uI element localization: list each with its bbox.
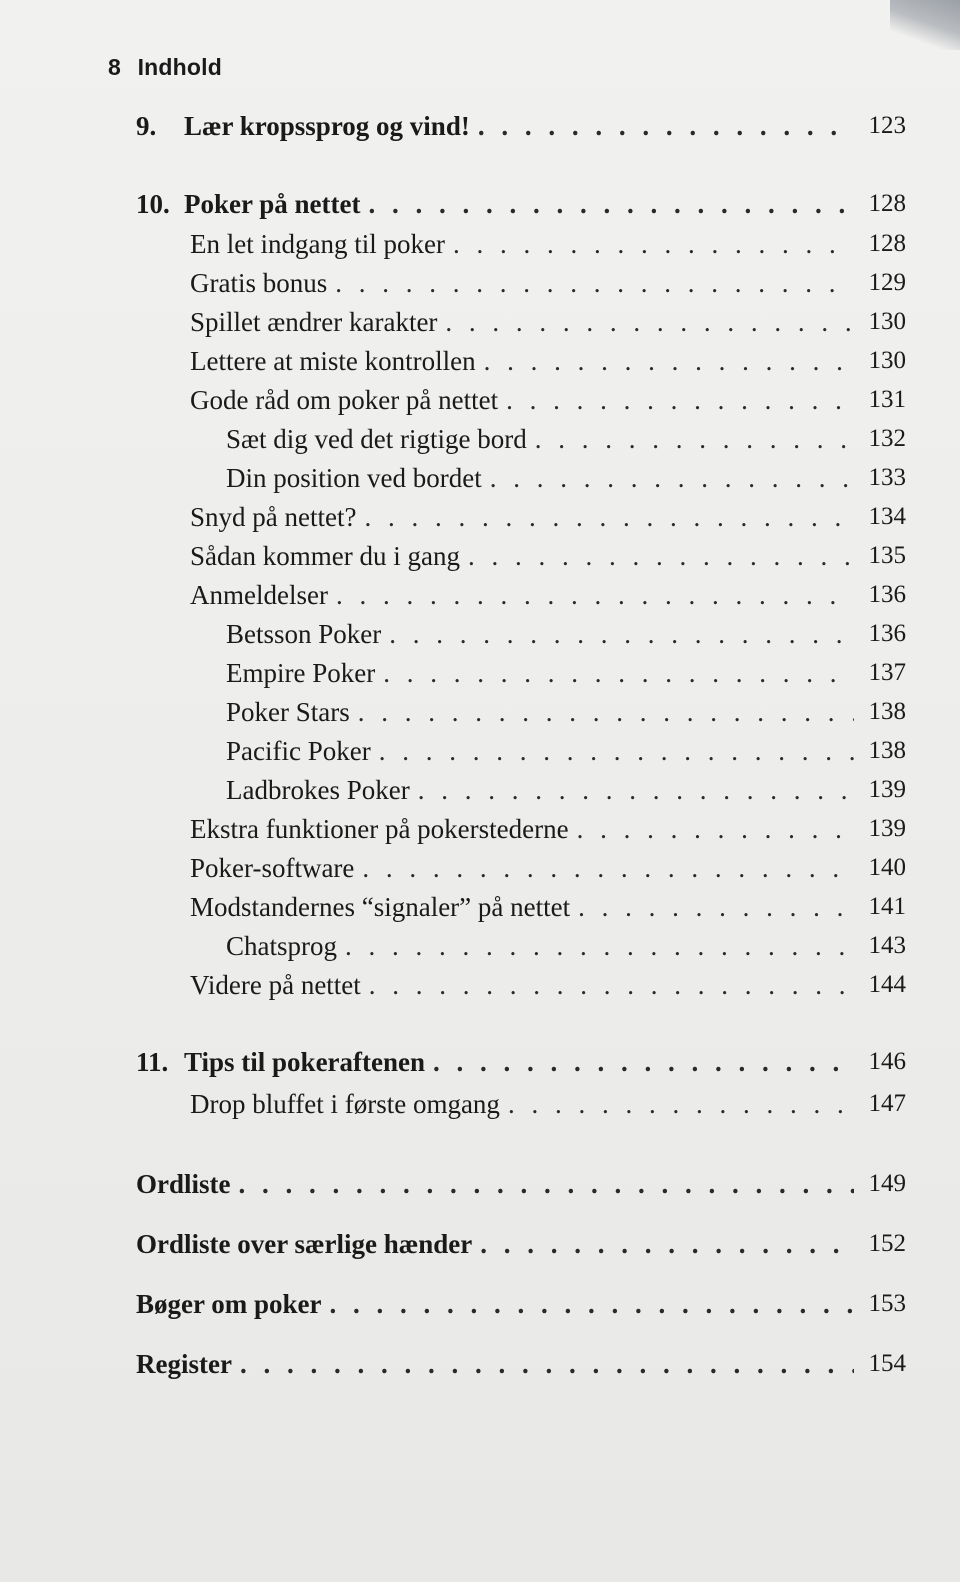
- dot-leader: [478, 110, 854, 142]
- toc-subentry: [226, 727, 906, 767]
- entry-page: 146: [868, 1048, 906, 1075]
- entry-page: 140: [868, 854, 906, 881]
- toc-entry-chapter-11: [136, 1038, 906, 1078]
- toc-entry: [190, 532, 906, 572]
- entry-title: Ordliste: [136, 1169, 231, 1199]
- entry-title: Drop bluffet i første omgang: [190, 1089, 500, 1119]
- dot-leader: [369, 969, 854, 1001]
- entry-page: 128: [868, 230, 906, 257]
- entry-title: Gratis bonus: [190, 268, 328, 298]
- toc-entry-appendix: [136, 1160, 906, 1200]
- entry-page: 139: [868, 776, 906, 803]
- entry-page: 134: [868, 503, 906, 530]
- dot-leader: [335, 267, 854, 299]
- dot-leader: [490, 462, 854, 494]
- dot-leader: [577, 813, 854, 845]
- dot-leader: [433, 1046, 854, 1078]
- entry-page: 129: [868, 269, 906, 296]
- toc-entry: [190, 961, 906, 1001]
- toc-subentry: [226, 415, 906, 455]
- header-page-number: 8: [108, 54, 121, 80]
- toc-entry-appendix: [136, 1340, 906, 1380]
- toc-subentry: [226, 454, 906, 494]
- toc-entry: [190, 376, 906, 416]
- entry-title: Modstandernes “signaler” på nettet: [190, 892, 571, 922]
- chapter-number: 9.: [136, 111, 157, 141]
- entry-title: Poker Stars: [226, 697, 350, 727]
- entry-title: Tips til pokeraftenen: [184, 1047, 426, 1077]
- chapter-number: 10.: [136, 189, 170, 219]
- entry-page: 138: [868, 737, 906, 764]
- toc-subentry: [226, 922, 906, 962]
- dot-leader: [508, 1088, 854, 1120]
- entry-title: Poker på nettet: [184, 189, 361, 219]
- entry-page: 141: [868, 893, 906, 920]
- dot-leader: [535, 423, 854, 455]
- entry-title: Anmeldelser: [190, 580, 328, 610]
- dot-leader: [239, 1168, 855, 1200]
- dot-leader: [418, 774, 854, 806]
- entry-page: 130: [868, 347, 906, 374]
- dot-leader: [345, 930, 854, 962]
- entry-page: 128: [868, 190, 906, 217]
- entry-page: 144: [868, 971, 906, 998]
- dot-leader: [578, 891, 854, 923]
- toc-subentry: [226, 688, 906, 728]
- dot-leader: [480, 1228, 854, 1260]
- entry-page: 154: [868, 1350, 906, 1377]
- dot-leader: [362, 852, 854, 884]
- toc-entry: [190, 844, 906, 884]
- entry-title: Pacific Poker: [226, 736, 371, 766]
- entry-title: Lær kropssprog og vind!: [184, 111, 470, 141]
- entry-title: Gode råd om poker på nettet: [190, 385, 499, 415]
- dot-leader: [329, 1288, 854, 1320]
- toc-entry-appendix: [136, 1280, 906, 1320]
- entry-page: 149: [868, 1170, 906, 1197]
- entry-title: Lettere at miste kontrollen: [190, 346, 476, 376]
- entry-title: Ekstra funktioner på pokerstederne: [190, 814, 569, 844]
- dot-leader: [383, 657, 854, 689]
- dot-leader: [506, 384, 854, 416]
- entry-title: Spillet ændrer karakter: [190, 307, 438, 337]
- dot-leader: [358, 696, 854, 728]
- entry-page: 138: [868, 698, 906, 725]
- entry-page: 153: [868, 1290, 906, 1317]
- toc-entry: [190, 571, 906, 611]
- toc-subentry: [226, 649, 906, 689]
- toc-entry: [190, 220, 906, 260]
- entry-title: Snyd på nettet?: [190, 502, 357, 532]
- toc-entry: [190, 298, 906, 338]
- toc-subentry: [226, 610, 906, 650]
- entry-title: Ordliste over særlige hænder: [136, 1229, 473, 1259]
- entry-page: 133: [868, 464, 906, 491]
- entry-page: 152: [868, 1230, 906, 1257]
- entry-page: 139: [868, 815, 906, 842]
- entry-title: Videre på nettet: [190, 970, 361, 1000]
- dot-leader: [453, 228, 854, 260]
- entry-page: 136: [868, 620, 906, 647]
- toc-entry-appendix: [136, 1220, 906, 1260]
- entry-title: Empire Poker: [226, 658, 376, 688]
- entry-page: 137: [868, 659, 906, 686]
- entry-page: 136: [868, 581, 906, 608]
- entry-page: 132: [868, 425, 906, 452]
- entry-page: 147: [868, 1090, 906, 1117]
- entry-title: Chatsprog: [226, 931, 337, 961]
- dot-leader: [484, 345, 854, 377]
- toc-subentry: [226, 766, 906, 806]
- toc-entry: [190, 493, 906, 533]
- dot-leader: [240, 1348, 854, 1380]
- toc-entry: [190, 883, 906, 923]
- dot-leader: [379, 735, 854, 767]
- entry-title: Bøger om poker: [136, 1289, 322, 1319]
- dot-leader: [336, 579, 854, 611]
- dot-leader: [368, 188, 854, 220]
- toc-entry-chapter-9: [136, 102, 906, 142]
- dot-leader: [468, 540, 854, 572]
- entry-page: 130: [868, 308, 906, 335]
- entry-title: Din position ved bordet: [226, 463, 482, 493]
- toc-entry: [190, 259, 906, 299]
- header-title: Indhold: [137, 54, 223, 80]
- entry-title: Sådan kommer du i gang: [190, 541, 460, 571]
- dot-leader: [445, 306, 854, 338]
- entry-page: 143: [868, 932, 906, 959]
- entry-page: 123: [868, 112, 906, 139]
- entry-title: Sæt dig ved det rigtige bord: [226, 424, 527, 454]
- toc-entry: [190, 1080, 906, 1120]
- entry-page: 135: [868, 542, 906, 569]
- toc-entry: [190, 805, 906, 845]
- chapter-number: 11.: [136, 1047, 169, 1077]
- entry-page: 131: [868, 386, 906, 413]
- entry-title: Register: [136, 1349, 232, 1379]
- entry-title: Ladbrokes Poker: [226, 775, 410, 805]
- entry-title: En let indgang til poker: [190, 229, 445, 259]
- toc-entry: [190, 337, 906, 377]
- entry-title: Betsson Poker: [226, 619, 382, 649]
- toc-entry-chapter-10: [136, 180, 906, 220]
- dot-leader: [389, 618, 854, 650]
- entry-title: Poker-software: [190, 853, 355, 883]
- dot-leader: [364, 501, 854, 533]
